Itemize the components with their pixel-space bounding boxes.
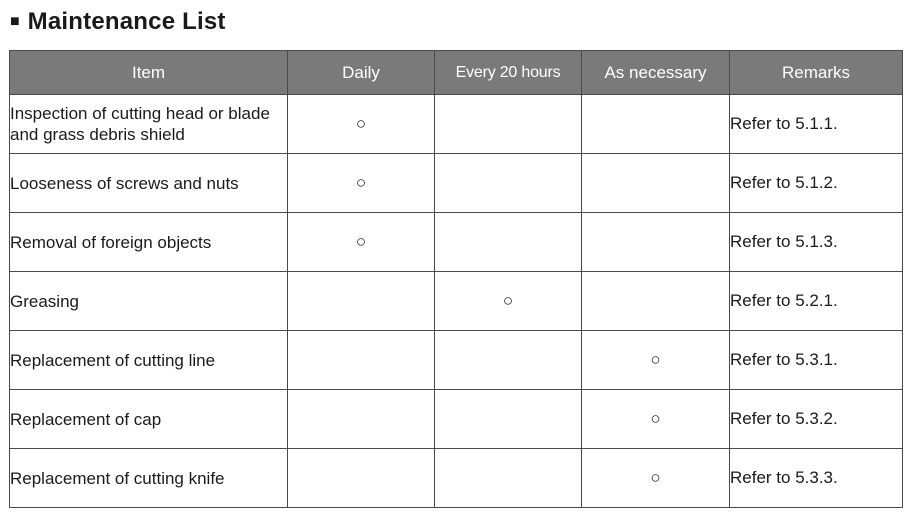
- item-cell: Greasing: [10, 272, 288, 331]
- table-row: [10, 449, 903, 508]
- every-20-hours-cell: [435, 95, 582, 154]
- daily-cell: [288, 449, 435, 508]
- as-necessary-cell: ○: [582, 331, 730, 390]
- table-row: [10, 95, 903, 154]
- as-necessary-cell: ○: [582, 390, 730, 449]
- daily-cell: ○: [288, 154, 435, 213]
- as-necessary-cell: ○: [582, 449, 730, 508]
- as-necessary-cell: [582, 95, 730, 154]
- column-header-as-necessary: As necessary: [582, 51, 730, 95]
- item-cell: Replacement of cap: [10, 390, 288, 449]
- every-20-hours-cell: [435, 390, 582, 449]
- column-header-daily: Daily: [288, 51, 435, 95]
- table-row: [10, 272, 903, 331]
- page-title: [10, 6, 226, 38]
- table-row: [10, 331, 903, 390]
- daily-cell: [288, 272, 435, 331]
- remarks-cell: Refer to 5.1.3.: [730, 213, 903, 272]
- table-header-row: [10, 51, 903, 95]
- as-necessary-cell: [582, 213, 730, 272]
- daily-cell: [288, 390, 435, 449]
- square-bullet-icon: ■: [10, 13, 20, 30]
- item-cell: Inspection of cutting head or blade and grass debris shield: [10, 95, 288, 154]
- remarks-cell: Refer to 5.3.2.: [730, 390, 903, 449]
- remarks-cell: Refer to 5.2.1.: [730, 272, 903, 331]
- table-row: [10, 390, 903, 449]
- remarks-cell: Refer to 5.3.1.: [730, 331, 903, 390]
- every-20-hours-cell: [435, 154, 582, 213]
- every-20-hours-cell: [435, 449, 582, 508]
- item-cell: Looseness of screws and nuts: [10, 154, 288, 213]
- item-cell: Removal of foreign objects: [10, 213, 288, 272]
- item-cell: Replacement of cutting knife: [10, 449, 288, 508]
- every-20-hours-cell: [435, 213, 582, 272]
- page-title-text: Maintenance List: [27, 8, 226, 35]
- as-necessary-cell: [582, 154, 730, 213]
- column-header-remarks: Remarks: [730, 51, 903, 95]
- table-row: [10, 213, 903, 272]
- column-header-item: Item: [10, 51, 288, 95]
- daily-cell: [288, 331, 435, 390]
- as-necessary-cell: [582, 272, 730, 331]
- remarks-cell: Refer to 5.1.1.: [730, 95, 903, 154]
- every-20-hours-cell: [435, 331, 582, 390]
- item-cell: Replacement of cutting line: [10, 331, 288, 390]
- maintenance-table: [9, 50, 903, 508]
- remarks-cell: Refer to 5.1.2.: [730, 154, 903, 213]
- daily-cell: ○: [288, 213, 435, 272]
- column-header-every-20-hours: Every 20 hours: [435, 51, 582, 95]
- table-row: [10, 154, 903, 213]
- remarks-cell: Refer to 5.3.3.: [730, 449, 903, 508]
- daily-cell: ○: [288, 95, 435, 154]
- every-20-hours-cell: ○: [435, 272, 582, 331]
